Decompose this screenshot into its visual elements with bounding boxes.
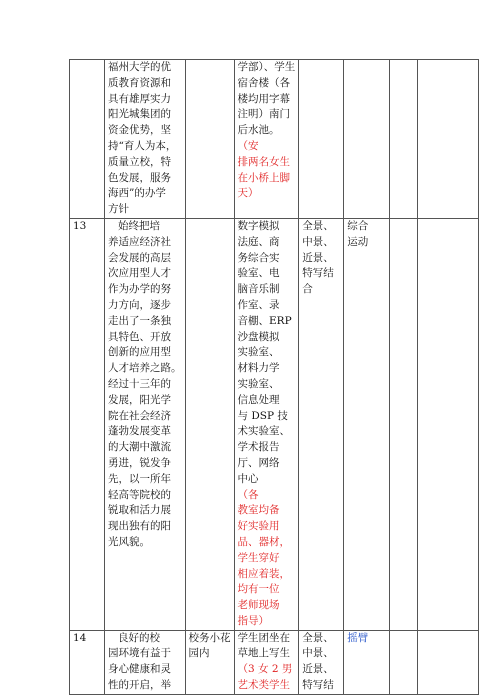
facilities-cell	[234, 218, 299, 630]
text-line: 发展，阳光学	[108, 393, 171, 406]
text-line: 沙盘模拟	[237, 330, 280, 343]
text-line: 注明）南门	[237, 108, 290, 121]
text-line: 轻高等院校的	[108, 488, 171, 501]
text-line: 草地上写生	[237, 647, 290, 660]
text-line: 天）	[237, 187, 259, 200]
text-line: 次应用型人才	[108, 267, 171, 280]
text-line: 脑音乐制	[237, 283, 280, 296]
text-line: 作室、录	[237, 298, 280, 311]
text-line: 相应着装，	[237, 567, 290, 580]
text-line: 全景、	[302, 219, 334, 232]
shot-form-cell	[299, 60, 344, 219]
camera-move-cell	[344, 218, 390, 630]
text-line: （各	[237, 488, 259, 501]
location-cell	[185, 60, 234, 219]
text-line: 特写结	[302, 267, 334, 280]
text-line: 指导）	[237, 614, 269, 627]
shot-form-cell	[299, 218, 344, 630]
facilities-text	[238, 60, 296, 139]
empty-cell	[390, 630, 418, 694]
text-line: 光风貌。	[108, 535, 150, 548]
text-line: 园内	[188, 647, 210, 660]
text-line: 具特色、开放	[108, 330, 171, 343]
facilities-cell	[234, 630, 299, 694]
text-line: 中景、	[302, 235, 334, 248]
text-line: 学术报告	[237, 441, 280, 454]
text-line: 艺术类学生	[237, 679, 290, 692]
text-line: 厅、网络	[237, 456, 280, 469]
text-line: 材料力学	[237, 362, 280, 375]
text-line: 验室、电	[237, 267, 280, 280]
text-line: 色发展，服务	[108, 171, 171, 184]
text-line: 法庭、商	[237, 235, 280, 248]
shooting-script-table	[69, 59, 479, 695]
text-line: 实验室、	[237, 377, 280, 390]
row-number: 13	[73, 219, 87, 232]
text-line: 身心健康和灵	[108, 663, 171, 676]
row-number-cell	[70, 630, 105, 694]
camera-move-text	[347, 631, 386, 647]
camera-move-cell	[344, 60, 390, 219]
table-row	[70, 60, 479, 219]
description-text	[108, 631, 182, 694]
text-line: 合	[302, 283, 313, 296]
table-row	[70, 630, 479, 694]
text-line: 的大潮中激流	[108, 441, 171, 454]
shot-form-text	[302, 631, 340, 694]
text-line: 学生团坐在	[237, 631, 290, 644]
text-line: 全景、	[302, 631, 334, 644]
row-number-cell	[70, 218, 105, 630]
shot-form-text	[302, 219, 340, 298]
camera-move-text	[347, 219, 386, 251]
row-number: 14	[73, 631, 87, 644]
text-line: 与 DSP 技	[237, 409, 288, 422]
text-line: 方针	[108, 203, 129, 216]
empty-cell	[418, 218, 479, 630]
text-line: 中心	[237, 472, 259, 485]
facilities-text	[238, 631, 296, 663]
row-number-cell	[70, 60, 105, 219]
text-line: 实验室、	[237, 346, 280, 359]
description-text	[108, 219, 182, 551]
text-line: 老师现场	[237, 599, 280, 612]
text-line: 品、器材，	[237, 535, 290, 548]
text-line: 近景、	[302, 663, 334, 676]
empty-cell	[390, 218, 418, 630]
text-line: 信息处理	[237, 393, 280, 406]
text-line: 音棚、ERP	[237, 314, 292, 327]
text-line: 宿舍楼（各	[237, 76, 290, 89]
text-line: 术实验室、	[237, 425, 290, 438]
facilities-note	[238, 139, 296, 202]
text-line: 学生穿好	[237, 551, 280, 564]
text-line: 均有一位	[237, 583, 280, 596]
text-line: 学部）、学生	[237, 61, 296, 73]
text-line: 中景、	[302, 647, 334, 660]
text-line: 务综合实	[237, 251, 280, 264]
text-line: 园环境有益于	[108, 647, 171, 660]
text-line: 后水池。	[237, 124, 280, 137]
text-line: 具有雄厚实力	[108, 92, 171, 105]
text-line: 特写结	[302, 679, 334, 692]
description-cell	[105, 218, 186, 630]
text-line: 经过十三年的	[108, 377, 171, 390]
text-line: 蓬勃发展变革	[108, 425, 171, 438]
text-line: （3 女 2 男	[237, 663, 293, 676]
shot-form-cell	[299, 630, 344, 694]
text-line: 福州大学的优	[108, 61, 171, 73]
text-line: 楼均用字幕	[237, 92, 290, 105]
location-cell	[185, 630, 234, 694]
description-cell	[105, 630, 186, 694]
text-line: 质教育资源和	[108, 76, 171, 89]
text-line: 综合	[347, 219, 369, 232]
camera-move-cell	[344, 630, 390, 694]
text-line: 运动	[347, 235, 369, 248]
text-line: 摇臂	[347, 631, 369, 644]
facilities-text	[238, 219, 296, 488]
empty-cell	[418, 60, 479, 219]
empty-cell	[390, 60, 418, 219]
text-line: 质量立校，特	[108, 155, 171, 168]
text-line: 锐取和活力展	[108, 504, 171, 517]
text-line: 在小桥上脚	[237, 171, 290, 184]
text-line: 作为办学的努	[108, 283, 171, 296]
text-line: 现出独有的阳	[108, 520, 171, 533]
text-line: 数字模拟	[237, 219, 280, 232]
description-cell	[105, 60, 186, 219]
text-line: 好实验用	[237, 520, 280, 533]
text-line: 资金优势，坚	[108, 124, 171, 137]
text-line: 勇进，锐发争	[108, 456, 171, 469]
table-row	[70, 218, 479, 630]
text-line: 创新的应用型	[108, 346, 171, 359]
facilities-note	[238, 488, 296, 630]
text-line: 力方向，逐步	[108, 298, 171, 311]
facilities-cell	[234, 60, 299, 219]
text-line: 走出了一条独	[108, 314, 171, 327]
facilities-note	[238, 662, 296, 694]
text-line: 会发展的高层	[108, 251, 171, 264]
description-text	[108, 60, 182, 218]
text-line: 校务小花	[188, 631, 231, 644]
text-line: 养适应经济社	[108, 235, 171, 248]
text-line: （安	[237, 139, 259, 152]
text-line: 人才培养之路。	[108, 362, 182, 375]
text-line: 始终把培	[118, 219, 160, 232]
text-line: 教室均备	[237, 504, 280, 517]
text-line: 阳光城集团的	[108, 108, 171, 121]
text-line: 排两名女生	[237, 155, 290, 168]
empty-cell	[418, 630, 479, 694]
text-line: 性的开启，举	[108, 679, 171, 692]
text-line: 持“育人为本，	[108, 139, 177, 152]
text-line: 良好的校	[118, 631, 160, 644]
location-cell	[185, 218, 234, 630]
text-line: 院在社会经济	[108, 409, 171, 422]
text-line: 先，以一所年	[108, 472, 171, 485]
text-line: 海西”的办学	[108, 187, 166, 200]
text-line: 近景、	[302, 251, 334, 264]
location-text	[189, 631, 231, 663]
